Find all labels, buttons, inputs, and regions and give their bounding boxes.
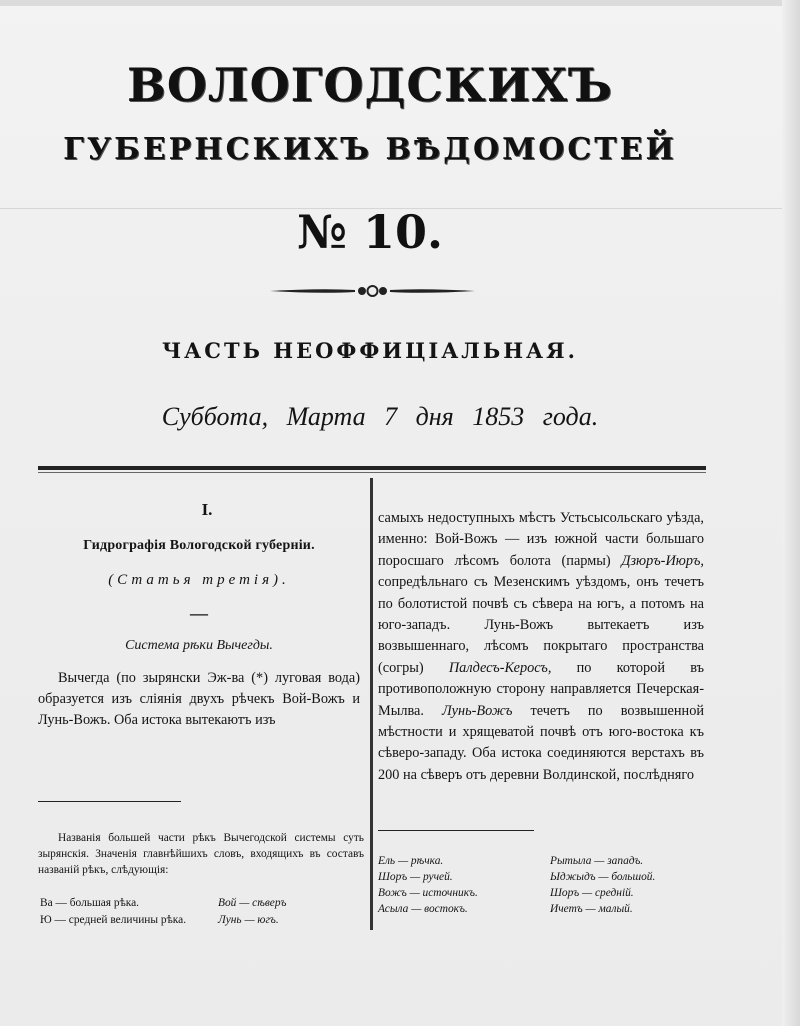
gloss-term: Рытыла — западъ. [550,855,644,867]
para-part-3: по которой въ противоположную сторону направляется Печерская-Мылва. [378,659,704,719]
para-part-4: течетъ по возвышенной мѣстности и хрящеватой почвѣ отъ юго-востока къ сѣверо-западу. Оба истока соединяются верстахъ въ 200 на сѣверъ отъ деревни Волдинской, послѣдняго [378,702,704,783]
place-name-2: Палдесъ-Керосъ, [448,659,552,676]
river-name: Лунь-Вожъ [441,702,513,719]
system-title: Система рѣки Вычегды. [125,638,273,653]
issue-number: № 10. [296,205,444,259]
para-part-2: сопредѣльнаго съ Мезенскимъ уѣздомъ, онъ течетъ по болотистой почвѣ съ сѣвера на югъ, а потомъ на юго-западъ. Лунь-Вожъ вытекаетъ изъ возвышеннаго, лѣсомъ покрытаго пространства (согры) [378,574,704,676]
gloss-row [378,871,704,887]
gloss-term: Ель — рѣчка. [378,855,444,867]
footnote-text: Названія большей части рѣкъ Вычегодской системы суть зырянскія. Значенія главнѣйшихъ словъ, входящихъ въ составъ названій рѣкъ, слѣдующія: [38,832,364,876]
footnote-rule-right [378,830,534,831]
section-title: Гидрографія Вологодской губерніи. [83,538,315,553]
section-number: I. [201,500,213,519]
gloss-row [378,855,704,871]
gloss-term: Ичетъ — малый. [550,903,633,915]
gloss-term: Ю — средней величины рѣка. [40,914,187,926]
column-divider [370,478,373,930]
page-right-edge [782,0,800,1026]
masthead-subtitle: ГУБЕРНСКИХЪ ВѢДОМОСТЕЙ [63,132,677,167]
section-subtitle: (Статья третія). [108,572,290,588]
page-top-edge [0,0,800,6]
place-name-1: Дзюръ-Июръ, [621,552,704,569]
footnote-left [38,830,364,878]
right-column [378,508,704,786]
masthead-title: ВОЛОГОДСКИХЪ [126,58,614,112]
gloss-term: Ва — большая рѣка. [40,897,140,909]
gloss-term: Вой — сѣверъ [218,897,287,909]
footnote-rule-left [38,801,181,802]
date-line: Суббота, Марта 7 дня 1853 года. [161,402,599,431]
header-rule [38,466,706,470]
left-column [38,500,360,731]
gloss-term: Вожъ — источникъ. [378,887,478,899]
gloss-term: Шоръ — ручей. [378,871,453,883]
section-dash: — [190,603,208,623]
gloss-term: Шоръ — средній. [550,887,634,899]
gloss-row [378,903,704,919]
ornament-divider-icon [270,283,475,299]
body-paragraph: Вычегда (по зырянски Эж-ва (*) луговая вода) образуется изъ сліянія двухъ рѣчекъ Вой-Вожъ и Лунь-Вожъ. Оба истока вытекаютъ изъ [38,670,360,728]
gloss-term: Асыла — востокъ. [378,903,468,915]
gloss-term: Ыджыдъ — большой. [550,871,656,883]
body-paragraph-continued [378,508,704,786]
footnote-right [378,855,704,919]
gloss-row [378,887,704,903]
part-title: ЧАСТЬ НЕОФФИЦІАЛЬНАЯ. [162,338,578,363]
gloss-term: Лунь — югъ. [218,914,279,926]
para-part-1: самыхъ недоступныхъ мѣстъ Устьсысольскаго уѣзда, именно: Вой-Вожъ — изъ южной части большаго поросшаго лѣсомъ болота (пармы) [378,510,704,569]
header-rule-thin [38,472,706,473]
